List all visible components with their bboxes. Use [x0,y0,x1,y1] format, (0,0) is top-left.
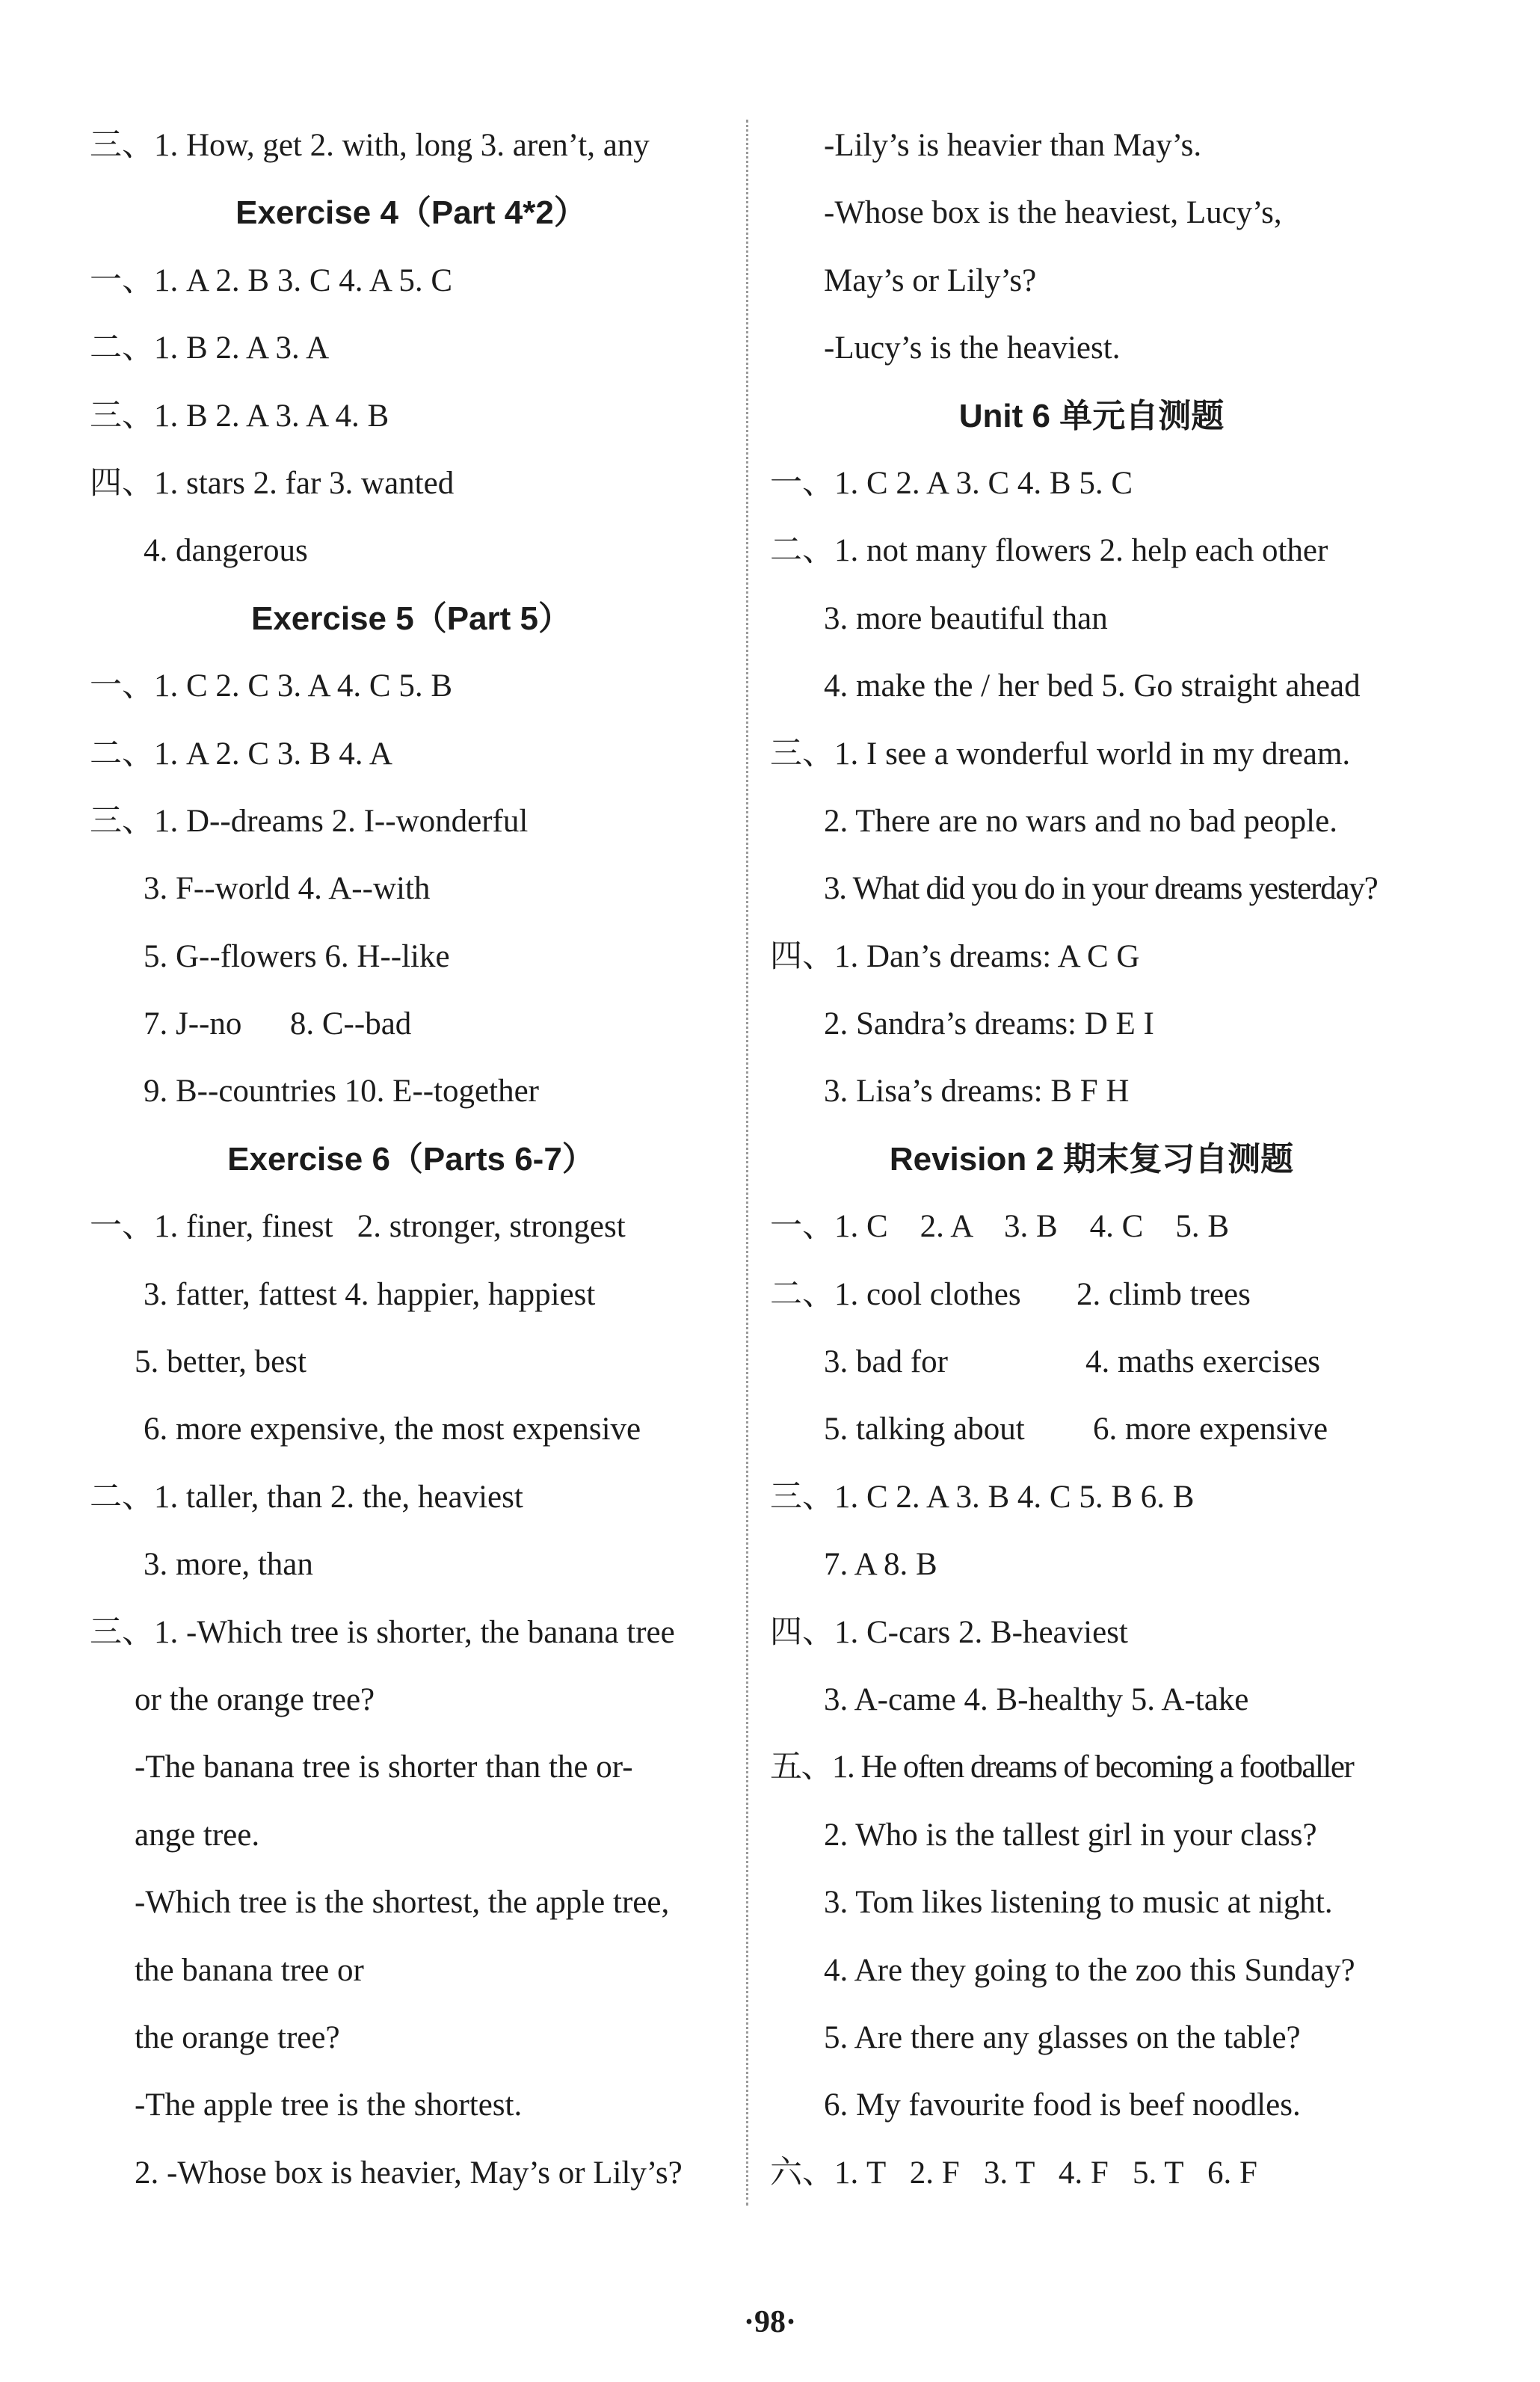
answer-line: 3. more beautiful than [824,600,1108,636]
section-heading: Unit 6 单元自测题 [958,397,1225,434]
answer-line: 四、1. C-cars 2. B-heaviest [770,1614,1128,1650]
answer-line: 9. B--countries 10. E--together [144,1074,539,1110]
answer-line: or the orange tree? [135,1681,375,1717]
answer-line: 4. Are they going to the zoo this Sunday? [824,1952,1355,1988]
answer-line: 三、1. D--dreams 2. I--wonderful [90,803,529,839]
answer-line: 3. What did you do in your dreams yesterday? [824,871,1378,907]
answer-item: 4. maths exercises [1085,1344,1321,1380]
section-heading: Exercise 6（Parts 6-7） [227,1140,595,1178]
answer-line: 一、1. C 2. A 3. B 4. C 5. B [770,1209,1230,1245]
answer-line: 5. G--flowers 6. H--like [144,938,450,974]
answer-item: 二、1. cool clothes [770,1276,1021,1312]
answer-line: 三、1. B 2. A 3. A 4. B [90,398,389,434]
answer-line: 五、1. He often dreams of becoming a footballer [770,1749,1354,1785]
answer-line: 2. Who is the tallest girl in your class? [824,1817,1317,1853]
answer-line: 二、1. A 2. C 3. B 4. A [90,736,392,772]
answer-line: May’s or Lily’s? [824,262,1037,298]
answer-line: 一、1. finer, finest 2. stronger, strongest [90,1209,626,1245]
answer-line: 三、1. How, get 2. with, long 3. aren’t, any [90,128,650,163]
answer-line: -Lily’s is heavier than May’s. [824,128,1202,163]
answer-line: 一、1. A 2. B 3. C 4. A 5. C [90,262,453,298]
answer-line: 二、1. B 2. A 3. A [90,330,330,366]
answer-line: 7. J--no 8. C--bad [144,1006,412,1042]
answer-line: -Which tree is the shortest, the apple tree, [135,1885,670,1921]
answer-line: 三、1. C 2. A 3. B 4. C 5. B 6. B [770,1479,1195,1515]
section-heading: Exercise 4（Part 4*2） [235,194,587,232]
answer-item: 2. climb trees [1077,1276,1251,1312]
answer-line: 6. more expensive, the most expensive [144,1412,641,1447]
section-heading: Revision 2 期末复习自测题 [889,1140,1294,1178]
answer-item: 5. talking about [824,1412,1025,1447]
answer-line: 二、1. not many flowers 2. help each other [770,533,1328,569]
answer-line: 3. more, than [144,1547,313,1583]
answer-line: 一、1. C 2. C 3. A 4. C 5. B [90,668,453,704]
answer-line: 2. Sandra’s dreams: D E I [824,1006,1154,1042]
answer-line: 3. fatter, fattest 4. happier, happiest [144,1276,596,1312]
answer-line: 四、1. Dan’s dreams: A C G [770,938,1140,974]
answer-line: 二、1. taller, than 2. the, heaviest [90,1479,523,1515]
answer-item: 3. bad for [824,1344,948,1380]
answer-line: 3. F--world 4. A--with [144,871,431,907]
answer-line: 3. Lisa’s dreams: B F H [824,1074,1130,1110]
answer-line: 5. better, best [135,1344,307,1380]
answer-line: 三、1. -Which tree is shorter, the banana tree [90,1614,675,1650]
answer-line: ange tree. [135,1817,260,1853]
answer-line [770,1396,1413,1463]
answer-line: 5. Are there any glasses on the table? [824,2019,1301,2055]
answer-line: -Lucy’s is the heaviest. [824,330,1121,366]
answer-line: -Whose box is the heaviest, Lucy’s, [824,195,1282,231]
answer-line: 2. -Whose box is heavier, May’s or Lily’s? [135,2155,683,2191]
answer-line: 3. Tom likes listening to music at night. [824,1885,1333,1921]
answer-line: 四、1. stars 2. far 3. wanted [90,465,455,501]
answer-line: 三、1. I see a wonderful world in my dream. [770,736,1351,772]
answer-line: 7. A 8. B [824,1547,937,1583]
answer-line: 4. dangerous [144,533,308,569]
answer-line: -The banana tree is shorter than the or- [135,1749,633,1785]
page-number: ·98· [743,2305,796,2339]
answer-line: the banana tree or [135,1952,364,1988]
answer-line [770,1261,1413,1329]
answer-line: -The apple tree is the shortest. [135,2087,523,2123]
answer-line: 3. A-came 4. B-healthy 5. A-take [824,1681,1249,1717]
answer-line: 六、1. T 2. F 3. T 4. F 5. T 6. F [770,2155,1257,2191]
left-column [90,112,733,2207]
column-divider [746,120,748,2206]
answer-line: 2. There are no wars and no bad people. [824,803,1337,839]
answer-line [770,1329,1413,1396]
answer-line: 4. make the / her bed 5. Go straight ahead [824,668,1361,704]
answer-line: the orange tree? [135,2019,340,2055]
right-column [770,112,1413,2207]
section-heading: Exercise 5（Part 5） [250,600,572,637]
answer-line: 一、1. C 2. A 3. C 4. B 5. C [770,465,1133,501]
answer-line: 6. My favourite food is beef noodles. [824,2087,1301,2123]
answer-item: 6. more expensive [1093,1412,1328,1447]
